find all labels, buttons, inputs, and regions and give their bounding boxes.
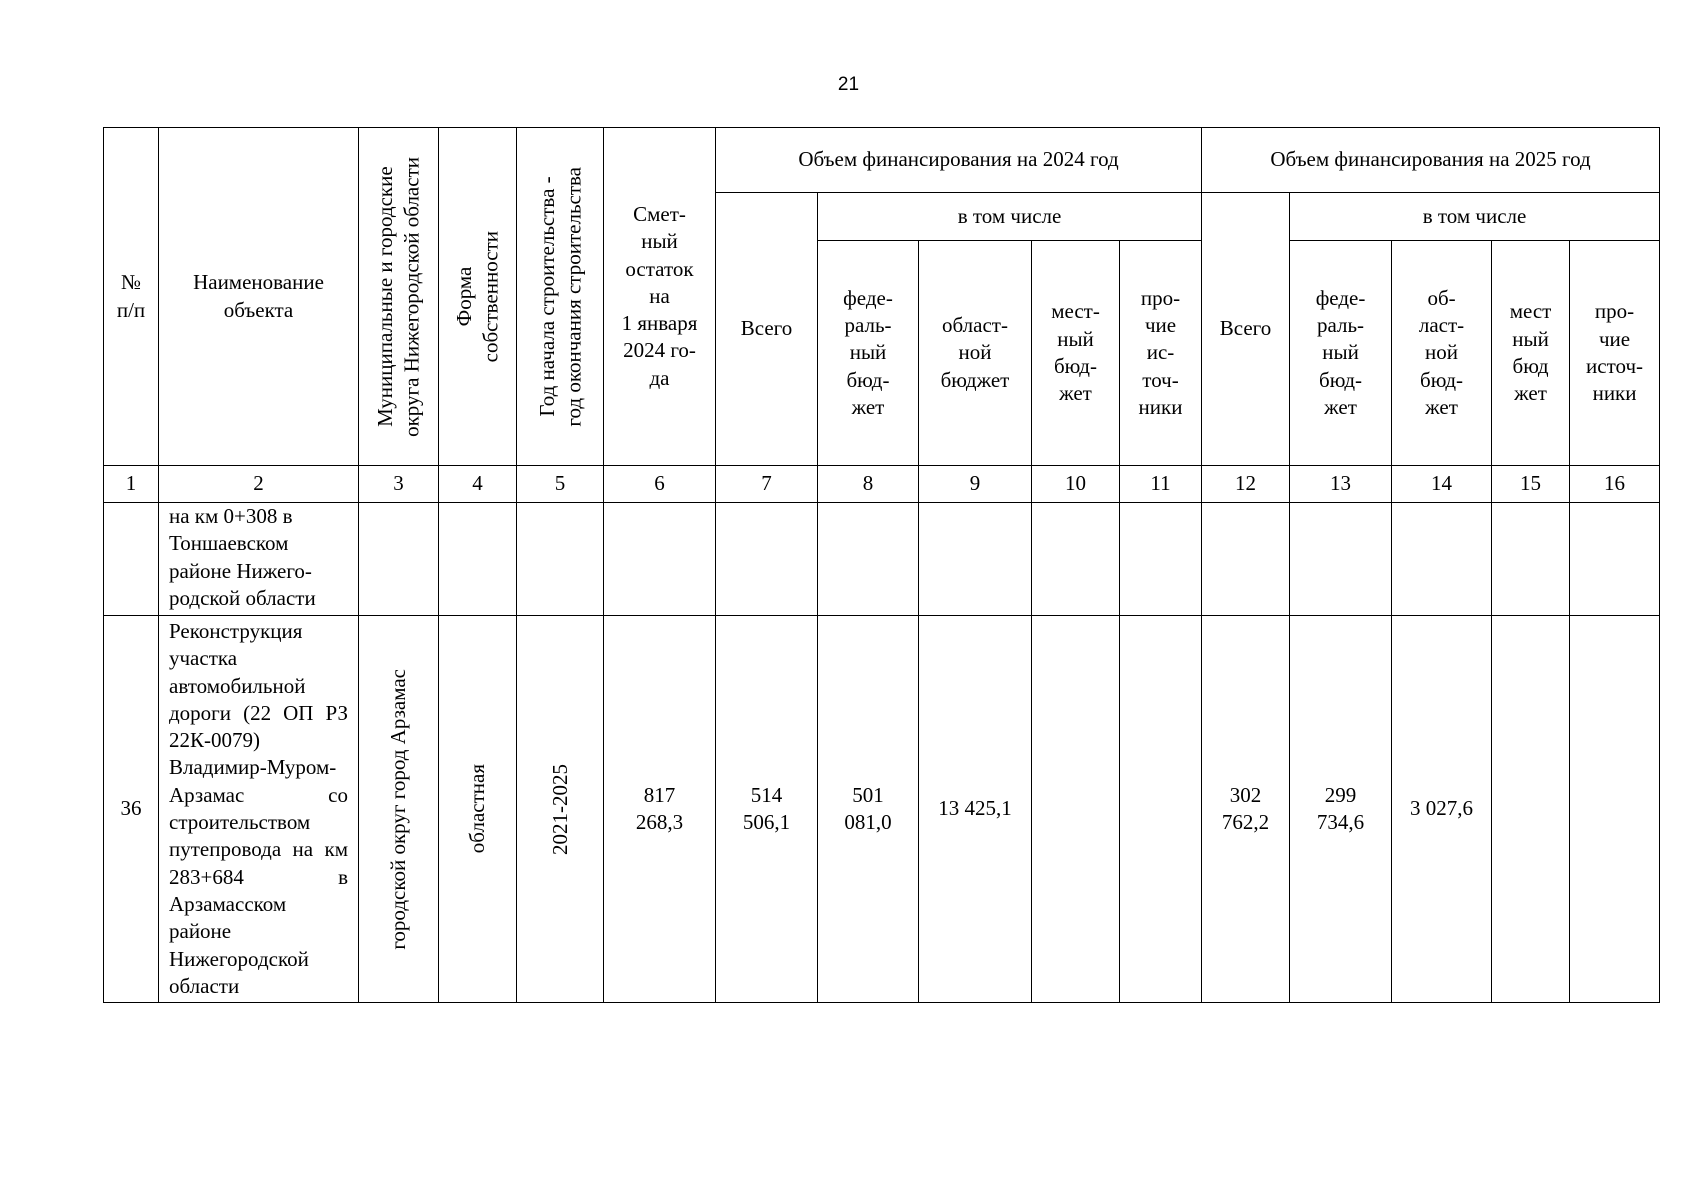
row-number: 36 <box>104 616 159 1003</box>
object-name: Реконструкция участка автомобильной дороги (22 ОП РЗ 22К-0079) Владимир-Муром-Арзамас со строительством путепровода на км 283+684 в Арзамасском районе Нижегородской области <box>159 616 359 1003</box>
column-number: 1 <box>104 466 159 503</box>
column-number: 4 <box>439 466 517 503</box>
regional-2024: 13 425,1 <box>919 616 1032 1003</box>
header-including-2025: в том числе <box>1290 193 1660 241</box>
column-number: 11 <box>1120 466 1202 503</box>
header-other-2025: про- чие источ- ники <box>1570 241 1660 466</box>
municipality-text: городской округ город Арзамас <box>386 668 411 950</box>
header-regional-2024: област- ной бюджет <box>919 241 1032 466</box>
header-years-text: Год начала строительства - год окончания строительства <box>534 166 585 427</box>
column-number: 7 <box>716 466 818 503</box>
header-federal-2025: феде- раль- ный бюд- жет <box>1290 241 1392 466</box>
years-cell <box>517 616 604 1003</box>
column-number: 13 <box>1290 466 1392 503</box>
header-including-2024: в том числе <box>818 193 1202 241</box>
column-number-row <box>104 466 1660 503</box>
object-name-continued: на км 0+308 в Тоншаевском районе Нижего- родской области <box>159 503 359 616</box>
federal-2025: 299 734,6 <box>1290 616 1392 1003</box>
column-number: 16 <box>1570 466 1660 503</box>
column-number: 2 <box>159 466 359 503</box>
total-2024: 514 506,1 <box>716 616 818 1003</box>
header-total-2024: Всего <box>716 193 818 466</box>
header-regional-2025: об- ласт- ной бюд- жет <box>1392 241 1492 466</box>
total-2025: 302 762,2 <box>1202 616 1290 1003</box>
header-group-2024: Объем финансирования на 2024 год <box>716 128 1202 193</box>
header-name: Наименование объекта <box>159 128 359 466</box>
table-row <box>104 616 1660 1003</box>
header-ownership-text: Форма собственности <box>452 230 503 363</box>
column-number: 3 <box>359 466 439 503</box>
table-row <box>104 503 1660 616</box>
other-2025 <box>1570 616 1660 1003</box>
municipality-cell <box>359 616 439 1003</box>
header-local-2025: мест ный бюд жет <box>1492 241 1570 466</box>
ownership-text: областная <box>465 764 490 854</box>
header-balance: Смет- ный остаток на 1 января 2024 го- да <box>604 128 716 466</box>
federal-2024: 501 081,0 <box>818 616 919 1003</box>
column-number: 15 <box>1492 466 1570 503</box>
header-group-2025: Объем финансирования на 2025 год <box>1202 128 1660 193</box>
other-2024 <box>1120 616 1202 1003</box>
column-number: 12 <box>1202 466 1290 503</box>
header-other-2024: про- чие ис- точ- ники <box>1120 241 1202 466</box>
header-ownership <box>439 128 517 466</box>
column-number: 5 <box>517 466 604 503</box>
ownership-cell <box>439 616 517 1003</box>
header-municipality-text: Муниципальные и городские округа Нижегородской области <box>373 156 424 437</box>
page-number: 21 <box>837 74 860 95</box>
regional-2025: 3 027,6 <box>1392 616 1492 1003</box>
years-text: 2021-2025 <box>547 763 572 855</box>
header-local-2024: мест- ный бюд- жет <box>1032 241 1120 466</box>
local-2025 <box>1492 616 1570 1003</box>
column-number: 8 <box>818 466 919 503</box>
header-num: № п/п <box>104 128 159 466</box>
header-total-2025: Всего <box>1202 193 1290 466</box>
header-row-1 <box>104 128 1660 193</box>
header-years <box>517 128 604 466</box>
financing-table <box>103 127 1660 1003</box>
column-number: 9 <box>919 466 1032 503</box>
local-2024 <box>1032 616 1120 1003</box>
column-number: 6 <box>604 466 716 503</box>
column-number: 10 <box>1032 466 1120 503</box>
column-number: 14 <box>1392 466 1492 503</box>
estimated-balance: 817 268,3 <box>604 616 716 1003</box>
header-federal-2024: феде- раль- ный бюд- жет <box>818 241 919 466</box>
header-municipality <box>359 128 439 466</box>
